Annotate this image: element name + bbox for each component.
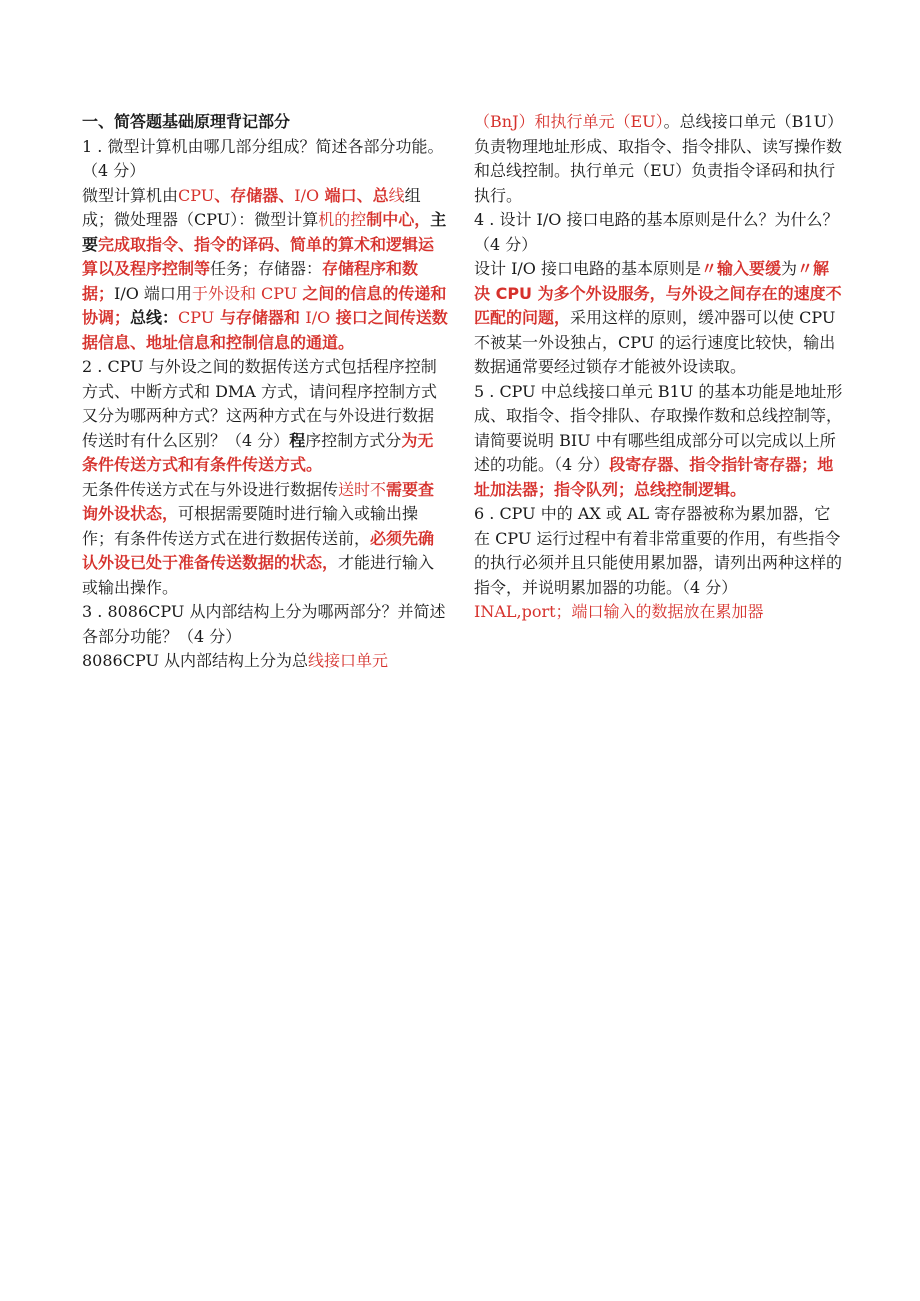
text-run: （BnJ）和执行单元（EU） — [474, 112, 664, 131]
text-run: 设计 I/O 接口电路的基本原则是 — [474, 259, 702, 278]
text-run: 才能进行输入或输出操作。 — [82, 553, 435, 597]
text-run: 程 — [289, 430, 306, 450]
text-run: 制中心， — [366, 210, 431, 229]
answer-4 — [474, 257, 844, 380]
text-run: 可根据需要随时进行输入或输出操作；有条件传送方式在进行数据传送前， — [82, 504, 419, 548]
text-run: 完成取指令、指令的译码、简单的算术和逻辑运算以及程序控制等 — [82, 234, 435, 278]
text-run: 线 — [388, 185, 405, 205]
text-run: 段寄存器、指令指针寄存器；地址加法器；指令队列；总线控制逻辑。 — [474, 455, 834, 499]
text-run: 必须先确认外设已处于准备传送数据的状态， — [82, 528, 435, 572]
question-6: 6 . CPU 中的 AX 或 AL 寄存器被称为累加器，它在 CPU 运行过程中有着非常重要的作用，有些指令的执行必须并且只能使用累加器，请列出两种这样的指令，并说明累加器的功能。（4 分） — [474, 504, 843, 597]
text-run: 微型计算机由 — [82, 185, 179, 205]
text-run: 〃输入要缓 — [701, 259, 782, 278]
text-run: 机的控 — [318, 210, 367, 229]
text-run: 之间的信息的传递和协调； — [82, 283, 447, 327]
text-run: 5 . CPU 中总线接口单元 B1U 的基本功能是地址形成、取指令、指令排队、存取操作数和总线控制等，请简要说明 BIU 中有哪些组成部分可以完成以上所述的功能。（4 分） — [474, 381, 843, 474]
text-run: 任务；存储器： — [210, 259, 323, 278]
text-run: I/O 端口用 — [114, 283, 192, 303]
answer-6: INAL,port；端口输入的数据放在累加器 — [474, 602, 764, 621]
question-3: 3 . 8086CPU 从内部结构上分为哪两部分？并简述各部分功能？（4 分） — [82, 602, 446, 646]
text-run: CPU — [255, 283, 303, 303]
text-run: 于外设和 — [191, 283, 256, 303]
text-run: 存储程序和数据； — [82, 259, 419, 303]
text-run: 为无条件传送方式和有条件传送方式。 — [82, 430, 434, 474]
right-column — [474, 110, 844, 625]
text-run: 采用这样的原则，缓冲器可以使 CPU 不被某一外设独占，CPU 的运行速度比较快，输出数据通常要经过锁存才能被外设读取。 — [474, 308, 836, 376]
text-run: 端口、总 — [319, 185, 389, 205]
question-2 — [82, 355, 448, 478]
text-run: 线接口单元 — [308, 651, 389, 670]
text-run: 8086CPU 从内部结构上分为总 — [82, 651, 309, 670]
answer-3-continued — [474, 110, 844, 208]
question-5 — [474, 380, 844, 503]
answer-3-start — [82, 649, 448, 674]
text-run: 2 . CPU 与外设之间的数据传送方式包括程序控制方式、中断方式和 DMA 方式，请问程序控制方式又分为哪两种方式？这两种方式在与外设进行数据传送时有什么区别？（4 分） — [82, 357, 437, 450]
text-run: 主要 — [82, 210, 447, 254]
question-1: 1 . 微型计算机由哪几部分组成？简述各部分功能。（4 分） — [82, 136, 444, 180]
text-run: 总线： — [130, 308, 179, 327]
section-heading: 一、简答题基础原理背记部分 — [82, 112, 291, 131]
text-run: 接口之间传送数据信息、地址信息和控制信息的通道。 — [82, 308, 448, 352]
text-run: 序控制方式分 — [305, 430, 402, 450]
text-run: I/O — [305, 308, 331, 327]
answer-2 — [82, 478, 448, 601]
question-4: 4 . 设计 I/O 接口电路的基本原则是什么？为什么？（4 分） — [474, 210, 839, 254]
text-run: 无条件传送方式在与外设进行数据传 — [82, 479, 339, 499]
text-run: CPU — [178, 308, 215, 327]
text-run: 为 — [781, 259, 798, 278]
answer-1 — [82, 184, 448, 356]
text-run: CPU — [178, 185, 215, 205]
text-run: 与存储器和 — [214, 308, 306, 327]
text-run: I/O — [294, 185, 320, 205]
left-column — [82, 110, 448, 674]
text-run: 组成；微处理器（CPU）：微型计算 — [82, 185, 421, 229]
text-run: 送时不 — [338, 479, 387, 499]
text-run: 〃解决 CPU 为多个外设服务，与外设之间存在的速度不匹配的问题， — [474, 259, 842, 327]
text-run: 、存储器、 — [214, 185, 295, 205]
text-run: 。总线接口单元（B1U）负责物理地址形成、取指令、指令排队、读写操作数和总线控制。执行单元（EU）负责指令译码和执行执行。 — [474, 112, 844, 205]
text-run: 需要查询外设状态， — [82, 479, 435, 523]
